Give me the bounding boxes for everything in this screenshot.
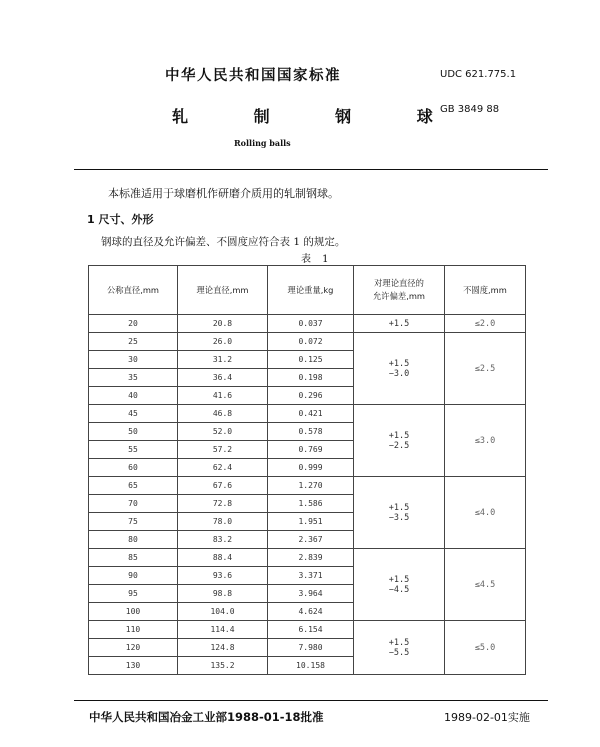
cell-diameter: 78.0 xyxy=(178,513,268,531)
cell-mass: 4.624 xyxy=(268,603,354,621)
header-theoretical-diameter: 理论直径,mm xyxy=(178,266,268,315)
cell-mass: 0.578 xyxy=(268,423,354,441)
approval-line: 中华人民共和国冶金工业部1988-01-18批准 xyxy=(89,710,324,724)
cell-nominal: 55 xyxy=(89,441,178,459)
standard-number: GB 3849 88 xyxy=(440,104,500,115)
english-title: Rolling balls xyxy=(234,138,291,148)
cell-diameter: 135.2 xyxy=(178,657,268,675)
header-nominal-diameter: 公称直径,mm xyxy=(89,266,178,315)
cell-nominal: 40 xyxy=(89,387,178,405)
tolerance-minus: −5.5 xyxy=(388,647,410,658)
cell-mass: 6.154 xyxy=(268,621,354,639)
cell-diameter: 62.4 xyxy=(178,459,268,477)
cell-tolerance xyxy=(354,477,445,549)
table-row xyxy=(89,333,526,351)
cell-roundness: ≤2.0 xyxy=(445,315,526,333)
issuing-organization: 中华人民共和国国家标准 xyxy=(165,68,341,84)
table-caption: 表 1 xyxy=(301,254,333,265)
cell-mass: 0.037 xyxy=(268,315,354,333)
cell-diameter: 36.4 xyxy=(178,369,268,387)
table-row xyxy=(89,549,526,567)
cell-nominal: 65 xyxy=(89,477,178,495)
cell-diameter: 26.0 xyxy=(178,333,268,351)
cell-mass: 2.839 xyxy=(268,549,354,567)
cell-nominal: 30 xyxy=(89,351,178,369)
tolerance-minus: −2.5 xyxy=(388,440,410,451)
cell-tolerance xyxy=(354,621,445,675)
cell-nominal: 85 xyxy=(89,549,178,567)
cell-mass: 0.198 xyxy=(268,369,354,387)
header-roundness: 不圆度,mm xyxy=(445,266,526,315)
cell-nominal: 90 xyxy=(89,567,178,585)
cell-diameter: 46.8 xyxy=(178,405,268,423)
tolerance-plus: +1.5 xyxy=(388,430,410,441)
cell-mass: 3.964 xyxy=(268,585,354,603)
ball-spec-table xyxy=(88,265,526,675)
cell-tolerance xyxy=(354,333,445,405)
cell-roundness: ≤4.5 xyxy=(445,549,526,621)
cell-tolerance xyxy=(354,315,445,333)
header-theoretical-mass: 理论重量,kg xyxy=(268,266,354,315)
table-row xyxy=(89,477,526,495)
header-tolerance-line2: 允许偏差,mm xyxy=(373,291,425,301)
cell-roundness: ≤5.0 xyxy=(445,621,526,675)
cell-mass: 0.999 xyxy=(268,459,354,477)
table-header-row xyxy=(89,266,526,315)
scope-statement: 本标准适用于球磨机作研磨介质用的轧制钢球。 xyxy=(108,187,339,200)
cell-tolerance xyxy=(354,549,445,621)
cell-mass: 1.586 xyxy=(268,495,354,513)
cell-nominal: 95 xyxy=(89,585,178,603)
cell-diameter: 104.0 xyxy=(178,603,268,621)
cell-diameter: 114.4 xyxy=(178,621,268,639)
cell-nominal: 60 xyxy=(89,459,178,477)
implementation-date: 1989-02-01实施 xyxy=(444,711,530,724)
tolerance-minus: −3.5 xyxy=(388,512,410,523)
tolerance-plus: +1.5 xyxy=(388,358,410,369)
cell-diameter: 98.8 xyxy=(178,585,268,603)
cell-nominal: 35 xyxy=(89,369,178,387)
cell-tolerance xyxy=(354,405,445,477)
cell-mass: 10.158 xyxy=(268,657,354,675)
cell-nominal: 80 xyxy=(89,531,178,549)
cell-mass: 1.270 xyxy=(268,477,354,495)
document-title: 轧 制 钢 球 xyxy=(172,107,463,126)
cell-nominal: 110 xyxy=(89,621,178,639)
cell-mass: 0.769 xyxy=(268,441,354,459)
cell-diameter: 72.8 xyxy=(178,495,268,513)
cell-diameter: 57.2 xyxy=(178,441,268,459)
cell-nominal: 120 xyxy=(89,639,178,657)
cell-diameter: 20.8 xyxy=(178,315,268,333)
cell-mass: 2.367 xyxy=(268,531,354,549)
cell-mass: 7.980 xyxy=(268,639,354,657)
cell-nominal: 20 xyxy=(89,315,178,333)
header-divider xyxy=(74,169,548,170)
cell-nominal: 50 xyxy=(89,423,178,441)
tolerance-plus: +1.5 xyxy=(388,502,410,513)
cell-mass: 0.421 xyxy=(268,405,354,423)
cell-mass: 0.125 xyxy=(268,351,354,369)
cell-nominal: 130 xyxy=(89,657,178,675)
cell-diameter: 31.2 xyxy=(178,351,268,369)
tolerance-plus: +1.5 xyxy=(388,318,410,329)
section-body: 钢球的直径及允许偏差、不圆度应符合表 1 的规定。 xyxy=(101,236,346,248)
cell-mass: 1.951 xyxy=(268,513,354,531)
cell-diameter: 88.4 xyxy=(178,549,268,567)
cell-nominal: 100 xyxy=(89,603,178,621)
cell-nominal: 25 xyxy=(89,333,178,351)
header-tolerance-line1: 对理论直径的 xyxy=(374,278,424,288)
section-heading: 1 尺寸、外形 xyxy=(87,213,154,226)
cell-mass: 3.371 xyxy=(268,567,354,585)
cell-roundness: ≤4.0 xyxy=(445,477,526,549)
table-row xyxy=(89,405,526,423)
footer-divider xyxy=(74,700,548,701)
cell-nominal: 70 xyxy=(89,495,178,513)
cell-diameter: 83.2 xyxy=(178,531,268,549)
tolerance-minus: −4.5 xyxy=(388,584,410,595)
cell-nominal: 45 xyxy=(89,405,178,423)
tolerance-plus: +1.5 xyxy=(388,574,410,585)
cell-nominal: 75 xyxy=(89,513,178,531)
table-row xyxy=(89,621,526,639)
udc-code: UDC 621.775.1 xyxy=(440,69,517,80)
tolerance-minus: −3.0 xyxy=(388,368,410,379)
cell-mass: 0.296 xyxy=(268,387,354,405)
cell-diameter: 93.6 xyxy=(178,567,268,585)
cell-diameter: 124.8 xyxy=(178,639,268,657)
tolerance-plus: +1.5 xyxy=(388,637,410,648)
cell-diameter: 67.6 xyxy=(178,477,268,495)
header-tolerance xyxy=(354,266,445,315)
cell-roundness: ≤3.0 xyxy=(445,405,526,477)
cell-mass: 0.072 xyxy=(268,333,354,351)
cell-diameter: 52.0 xyxy=(178,423,268,441)
cell-roundness: ≤2.5 xyxy=(445,333,526,405)
table-row xyxy=(89,315,526,333)
cell-diameter: 41.6 xyxy=(178,387,268,405)
